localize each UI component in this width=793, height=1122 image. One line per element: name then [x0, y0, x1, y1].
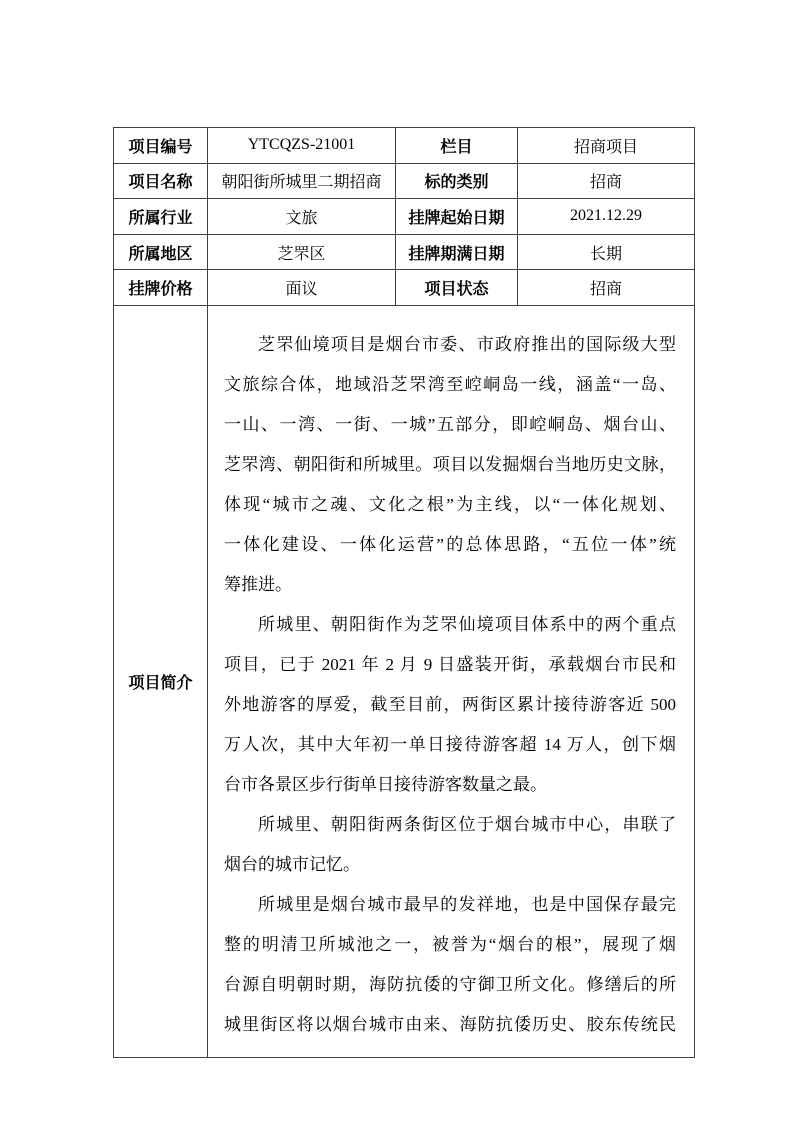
intro-line: 项目，已于 2021 年 2 月 9 日盛装开街，承载烟台市民和 — [224, 654, 676, 674]
field-value: 招商 — [518, 163, 695, 199]
field-value: 文旅 — [208, 199, 396, 235]
field-value: 长期 — [518, 234, 695, 270]
intro-line: 烟台的城市记忆。 — [224, 854, 360, 874]
intro-line: 一体化建设、一体化运营”的总体思路，“五位一体”统 — [224, 534, 676, 554]
intro-row — [114, 305, 695, 1057]
field-value: YTCQZS-21001 — [208, 128, 396, 164]
field-value: 招商 — [518, 270, 695, 306]
intro-line: 城里街区将以烟台城市由来、海防抗倭历史、胶东传统民 — [224, 1014, 676, 1034]
intro-line: 芝罘湾、朝阳街和所城里。项目以发掘烟台当地历史文脉， — [224, 454, 676, 474]
field-label: 标的类别 — [396, 163, 518, 199]
field-label: 挂牌期满日期 — [396, 234, 518, 270]
info-row — [114, 163, 695, 199]
field-value: 朝阳街所城里二期招商 — [208, 163, 396, 199]
project-info-table — [113, 127, 695, 1058]
intro-cell — [208, 305, 695, 1057]
intro-line: 文旅综合体，地域沿芝罘湾至崆峒岛一线，涵盖“一岛、 — [224, 374, 676, 394]
project-info-table-body — [114, 128, 695, 1058]
intro-line: 万人次，其中大年初一单日接待游客超 14 万人，创下烟 — [224, 734, 676, 754]
intro-line: 芝罘仙境项目是烟台市委、市政府推出的国际级大型 — [258, 334, 676, 354]
info-row — [114, 234, 695, 270]
info-row — [114, 128, 695, 164]
intro-line: 台市各景区步行街单日接待游客数量之最。 — [224, 774, 547, 794]
field-value: 2021.12.29 — [518, 199, 695, 235]
field-value: 招商项目 — [518, 128, 695, 164]
field-label: 挂牌价格 — [114, 270, 208, 306]
field-label: 项目编号 — [114, 128, 208, 164]
field-label: 项目状态 — [396, 270, 518, 306]
intro-line: 所城里是烟台城市最早的发祥地，也是中国保存最完 — [258, 894, 676, 914]
field-label: 所属地区 — [114, 234, 208, 270]
intro-line: 外地游客的厚爱，截至目前，两街区累计接待游客近 500 — [224, 694, 676, 714]
field-value: 面议 — [208, 270, 396, 306]
intro-line: 整的明清卫所城池之一，被誉为“烟台的根”，展现了烟 — [224, 934, 676, 954]
field-label: 栏目 — [396, 128, 518, 164]
intro-text — [210, 318, 692, 1045]
intro-line: 台源自明朝时期，海防抗倭的守御卫所文化。修缮后的所 — [224, 974, 676, 994]
intro-line: 所城里、朝阳街两条街区位于烟台城市中心，串联了 — [258, 814, 676, 834]
field-label: 项目名称 — [114, 163, 208, 199]
field-label: 挂牌起始日期 — [396, 199, 518, 235]
intro-label: 项目简介 — [114, 305, 208, 1057]
intro-line: 筹推进。 — [224, 574, 292, 594]
field-label: 所属行业 — [114, 199, 208, 235]
intro-line: 一山、一湾、一街、一城”五部分，即崆峒岛、烟台山、 — [224, 414, 676, 434]
intro-line: 所城里、朝阳街作为芝罘仙境项目体系中的两个重点 — [258, 614, 676, 634]
info-row — [114, 199, 695, 235]
intro-line: 体现“城市之魂、文化之根”为主线，以“一体化规划、 — [224, 494, 676, 514]
field-value: 芝罘区 — [208, 234, 396, 270]
info-row — [114, 270, 695, 306]
